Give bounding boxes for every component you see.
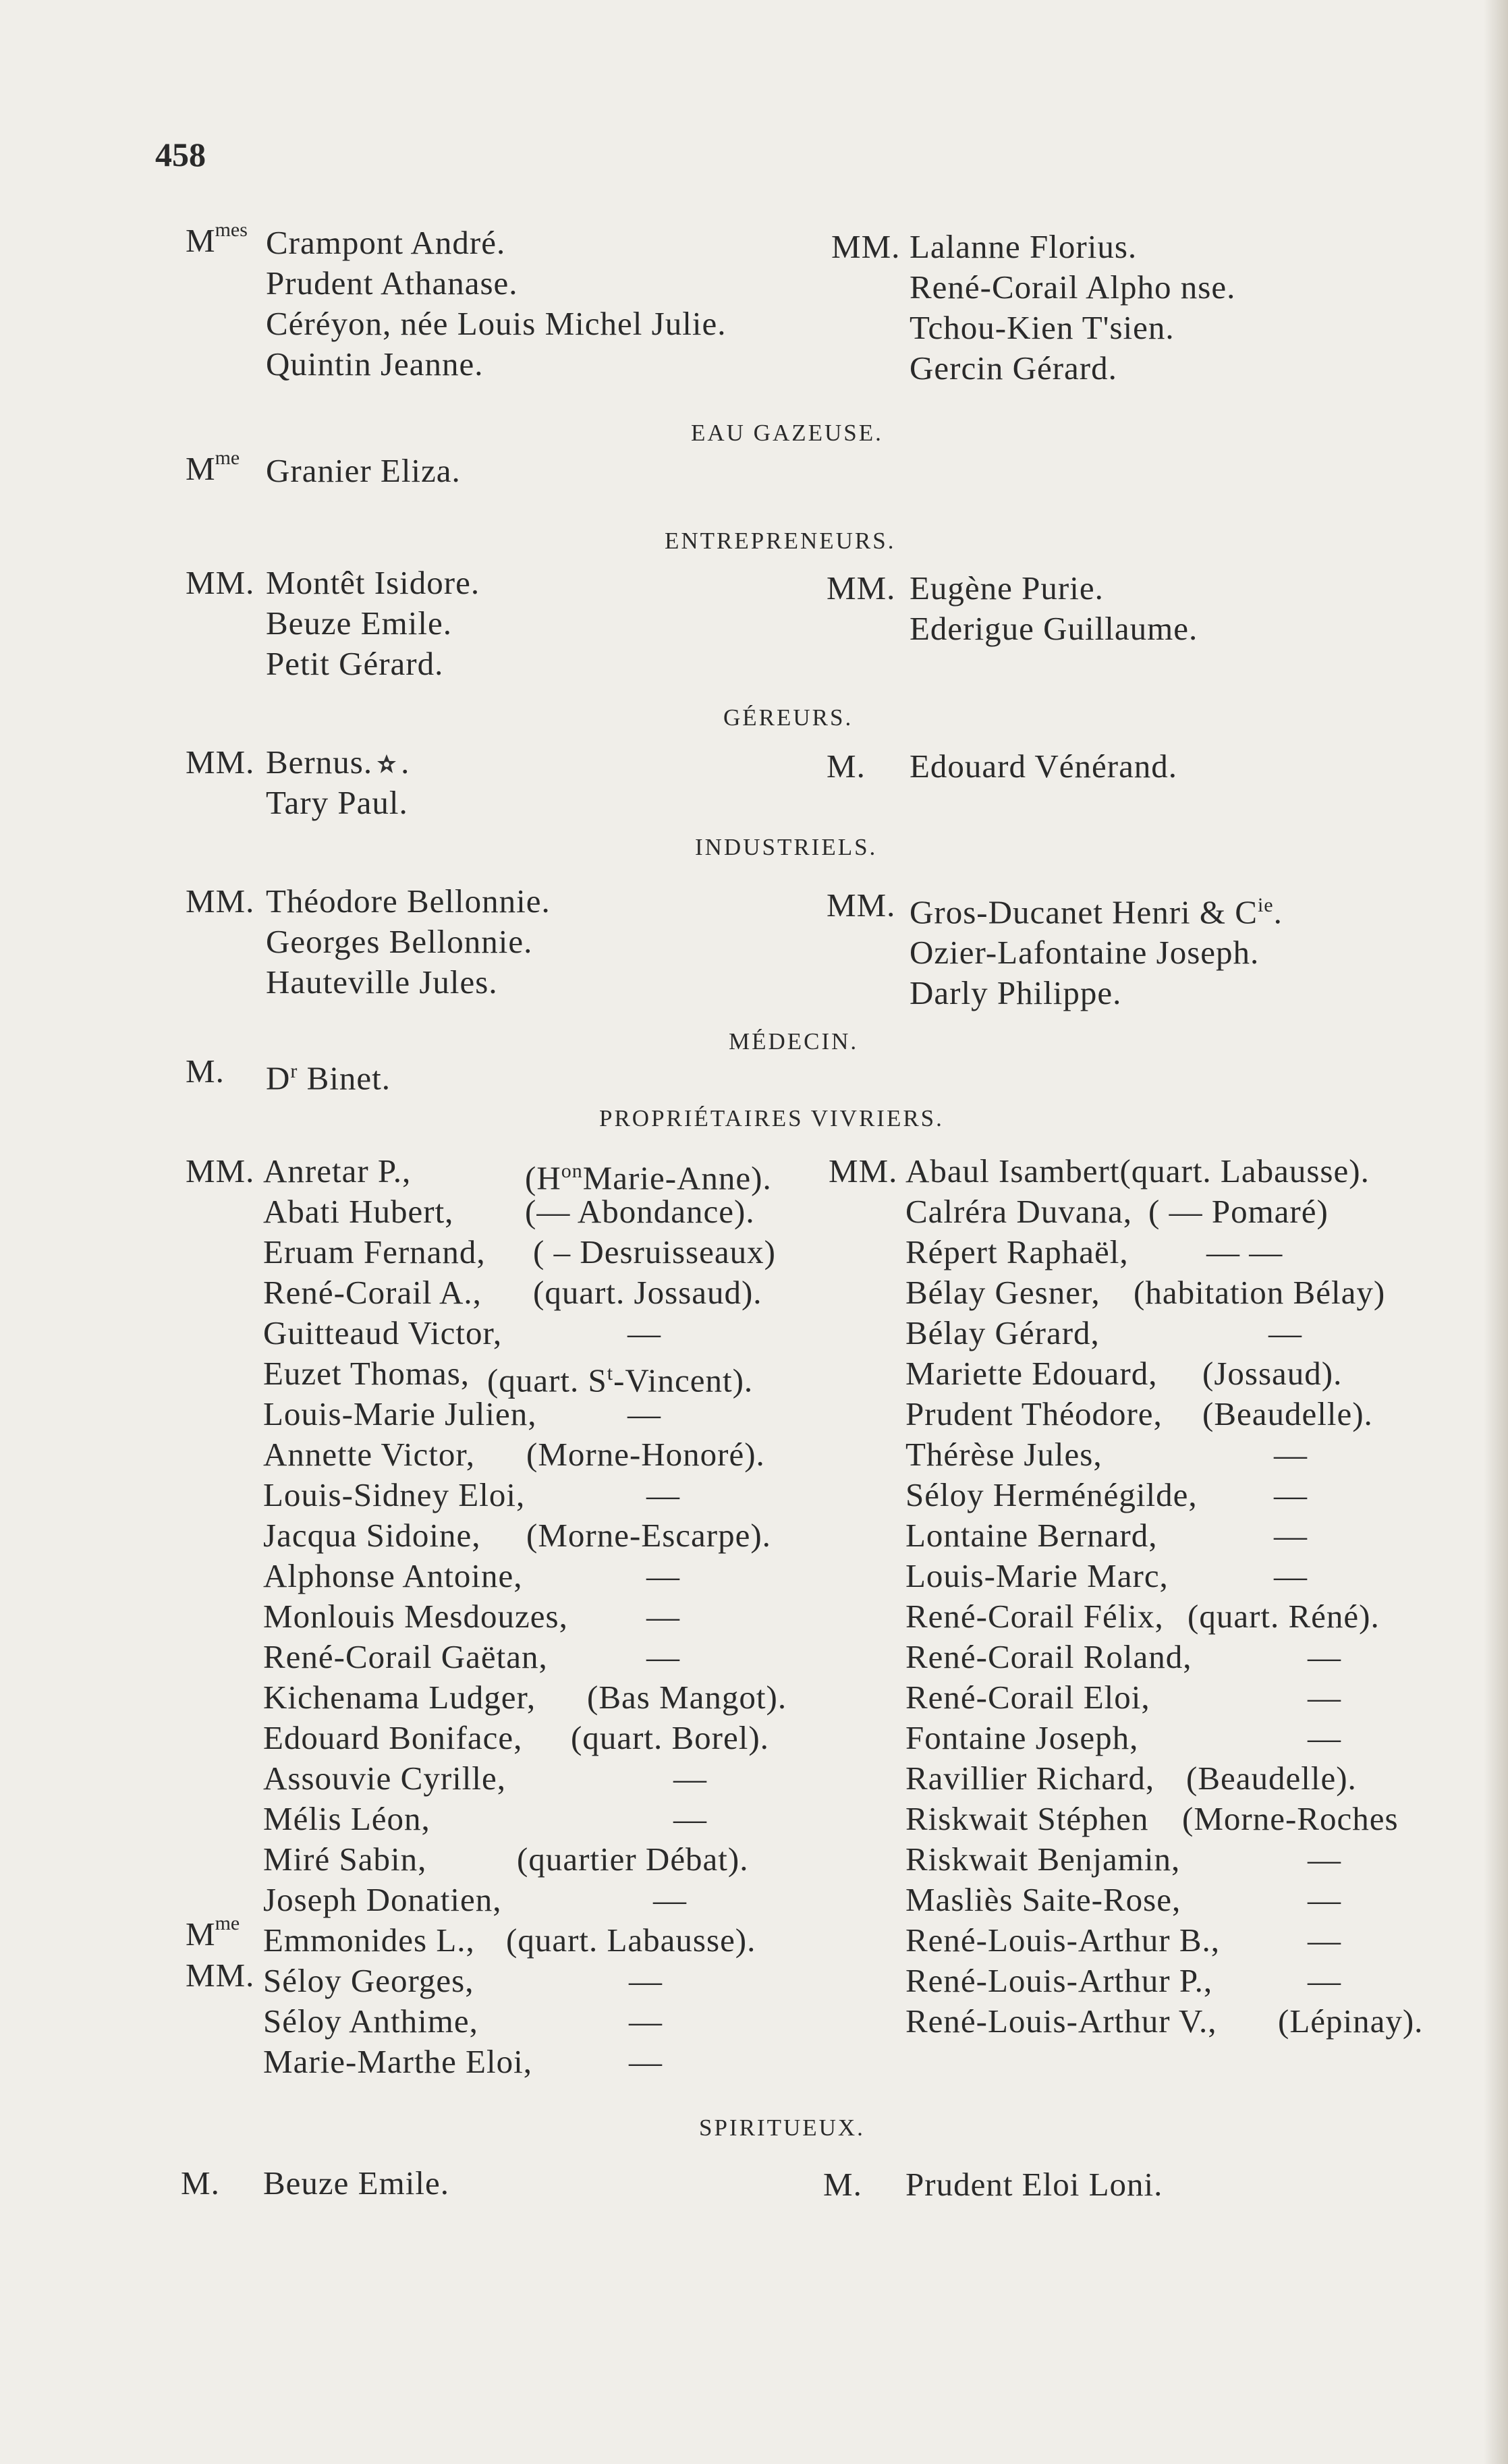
proprietaires-mme-prefix: $M^{me}$ (186, 1912, 240, 1953)
table-row: Emmonides L., (quart. Labausse). (263, 1922, 756, 1959)
section-title-industriels: INDUSTRIELS. (695, 834, 878, 860)
table-row: René-Louis-Arthur B., — (905, 1922, 1341, 1959)
table-row: René-Corail Eloi, — (905, 1679, 1341, 1716)
entrepreneurs-left-prefix: MM. (186, 564, 255, 601)
table-row: René-Corail A., (quart. Jossaud). (263, 1274, 762, 1311)
table-row: Marie-Marthe Eloi, — (263, 2043, 663, 2080)
first-left-prefix: $M^{mes}$ (186, 219, 248, 259)
list-item: Georges Bellonnie. (266, 923, 533, 960)
table-row: Anretar P., $(H^{on}Marie-Anne)$. (263, 1152, 772, 1197)
table-row: Calréra Duvana, ( — Pomaré) (905, 1193, 1329, 1230)
table-row: Séloy Georges, — (263, 1962, 663, 1999)
legion-honor-cross-icon (375, 753, 398, 776)
table-row: René-Corail Roland, — (905, 1638, 1341, 1675)
list-item: Gercin Gérard. (910, 349, 1117, 387)
section-title-eau-gazeuse: EAU GAZEUSE. (691, 420, 883, 446)
page-edge-shadow (1484, 0, 1508, 2464)
proprietaires-left-list (263, 1151, 787, 2082)
proprietaires-left-prefix: MM. (186, 1152, 255, 1189)
spiritueux-left-name: Beuze Emile. (263, 2164, 449, 2202)
table-row: Alphonse Antoine, — (263, 1557, 680, 1594)
table-row: René-Louis-Arthur V., (Lépinay). (905, 2003, 1424, 2040)
list-item: Ederigue Guillaume. (910, 610, 1198, 647)
list-item: Tary Paul. (266, 784, 408, 821)
table-row: Ravillier Richard, (Beaudelle). (905, 1760, 1357, 1797)
gereurs-left-list (266, 742, 410, 823)
table-row: Répert Raphaël, — — (905, 1233, 1283, 1270)
table-row: Bélay Gesner, (habitation Bélay) (905, 1274, 1386, 1311)
table-row: Masliès Saite-Rose, — (905, 1881, 1341, 1918)
table-row: Riskwait Stéphen (Morne-Roches (905, 1800, 1399, 1837)
table-row: René-Corail Gaëtan, — (263, 1638, 680, 1675)
industriels-left-list (266, 881, 551, 1003)
table-row: Monlouis Mesdouzes, — (263, 1598, 680, 1635)
list-item: Bernus. . (266, 744, 410, 781)
list-item: Céréyon, née Louis Michel Julie. (266, 305, 727, 342)
table-row: Abaul Isambert (quart. Labausse). (905, 1152, 1370, 1189)
list-item: Beuze Emile. (266, 605, 452, 642)
list-item: Ozier-Lafontaine Joseph. (910, 934, 1260, 972)
industriels-right-list (910, 885, 1283, 1013)
first-left-list (266, 223, 726, 385)
industriels-right-prefix: MM. (827, 887, 896, 924)
eau-gazeuse-name: Granier Eliza. (266, 452, 461, 489)
gereurs-right-name: Edouard Vénérand. (910, 748, 1178, 785)
proprietaires-left-prefix-2: MM. (186, 1957, 255, 1994)
medecin-name: $D^r$ Binet. (266, 1059, 391, 1097)
section-title-entrepreneurs: ENTREPRENEURS. (665, 528, 896, 554)
table-row: René-Louis-Arthur P., — (905, 1962, 1341, 1999)
proprietaires-right-list (905, 1151, 1423, 2042)
table-row: Louis-Marie Marc, — (905, 1557, 1308, 1594)
industriels-left-prefix: MM. (186, 883, 255, 920)
proprietaires-right-prefix: MM. (829, 1152, 898, 1189)
list-item: Hauteville Jules. (266, 963, 498, 1001)
table-row: Abati Hubert, (— Abondance). (263, 1193, 755, 1230)
table-row: Louis-Marie Julien, — (263, 1395, 661, 1432)
list-item: Darly Philippe. (910, 974, 1122, 1012)
spiritueux-left-prefix: M. (181, 2164, 220, 2202)
spiritueux-right-prefix: M. (823, 2166, 862, 2203)
spiritueux-right-name: Prudent Eloi Loni. (905, 2166, 1163, 2203)
table-row: Assouvie Cyrille, — (263, 1760, 707, 1797)
gereurs-left-prefix: MM. (186, 744, 255, 781)
list-item: Tchou-Kien T'sien. (910, 309, 1175, 346)
table-row: Kichenama Ludger, (Bas Mangot). (263, 1679, 787, 1716)
entrepreneurs-right-prefix: MM. (827, 569, 896, 607)
table-row: René-Corail Félix, (quart. Réné). (905, 1598, 1380, 1635)
first-right-prefix: MM. (831, 228, 901, 265)
section-title-medecin: MÉDECIN. (729, 1028, 859, 1055)
list-item: Montêt Isidore. (266, 564, 480, 601)
table-row: Miré Sabin, (quartier Débat). (263, 1841, 749, 1878)
table-row: Joseph Donatien, — (263, 1881, 687, 1918)
table-row: Jacqua Sidoine, (Morne-Escarpe). (263, 1517, 771, 1554)
table-row: Euzet Thomas, (quart. $S^t-Vincent$). (263, 1355, 754, 1399)
entrepreneurs-right-list (910, 568, 1198, 649)
list-item: René-Corail Alpho nse. (910, 269, 1236, 306)
list-item: Eugène Purie. (910, 569, 1104, 607)
table-row: Eruam Fernand, ( – Desruisseaux) (263, 1233, 776, 1270)
list-item: Crampont André. (266, 224, 506, 261)
gereurs-right-prefix: M. (827, 748, 866, 785)
section-title-spiritueux: SPIRITUEUX. (699, 2115, 865, 2141)
list-item: Gros-Ducanet Henri & $C^{ie}$. (910, 893, 1283, 931)
section-title-gereurs: GÉREURS. (723, 704, 854, 731)
table-row: Edouard Boniface, (quart. Borel). (263, 1719, 769, 1756)
list-item: Petit Gérard. (266, 645, 444, 682)
table-row: Louis-Sidney Eloi, — (263, 1476, 680, 1513)
first-right-list (910, 227, 1235, 389)
table-row: Séloy Herménégilde, — (905, 1476, 1308, 1513)
list-item: Quintin Jeanne. (266, 345, 484, 383)
entrepreneurs-left-list (266, 563, 480, 684)
table-row: Séloy Anthime, — (263, 2003, 663, 2040)
eau-gazeuse-prefix: $M^{me}$ (186, 447, 240, 487)
section-title-proprietaires: PROPRIÉTAIRES VIVRIERS. (599, 1105, 944, 1131)
table-row: Guitteaud Victor, — (263, 1314, 661, 1351)
table-row: Prudent Théodore, (Beaudelle). (905, 1395, 1373, 1432)
table-row: Thérèse Jules, — (905, 1436, 1308, 1473)
table-row: Annette Victor, (Morne-Honoré). (263, 1436, 765, 1473)
medecin-prefix: M. (186, 1053, 225, 1090)
table-row: Bélay Gérard, — (905, 1314, 1302, 1351)
list-item: Théodore Bellonnie. (266, 883, 551, 920)
list-item: Lalanne Florius. (910, 228, 1138, 265)
table-row: Mariette Edouard, (Jossaud). (905, 1355, 1343, 1392)
list-item: Prudent Athanase. (266, 264, 518, 302)
table-row: Fontaine Joseph, — (905, 1719, 1341, 1756)
table-row: Lontaine Bernard, — (905, 1517, 1308, 1554)
table-row: Mélis Léon, — (263, 1800, 707, 1837)
table-row: Riskwait Benjamin, — (905, 1841, 1341, 1878)
page-number: 458 (155, 136, 206, 173)
